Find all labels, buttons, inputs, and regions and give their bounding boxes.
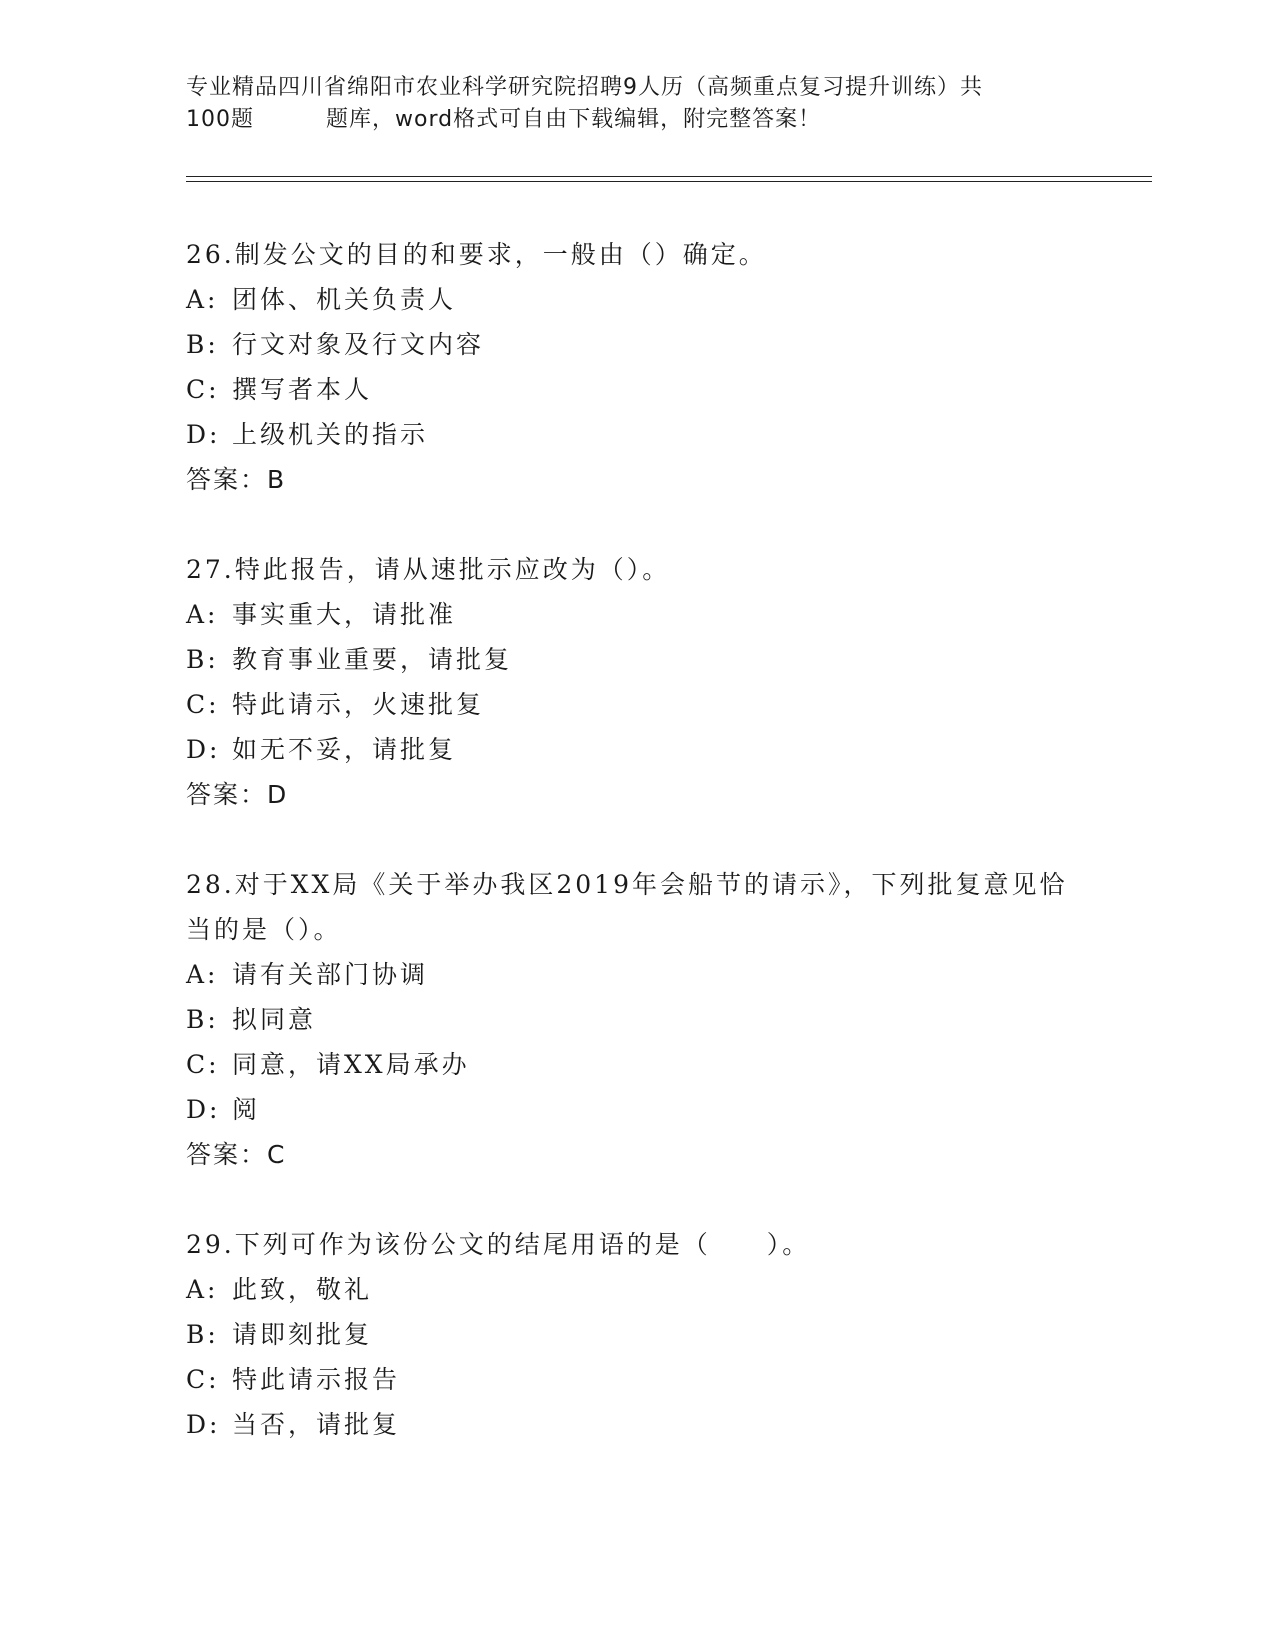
option-text: 同意，请XX局承办 — [232, 1050, 470, 1079]
header-divider-bottom — [186, 181, 1152, 182]
question-list — [186, 232, 1086, 1492]
answer-line: 答案：C — [186, 1140, 287, 1169]
answer-line: 答案：D — [186, 780, 289, 809]
question-stem: 29.下列可作为该份公文的结尾用语的是（ ）。 — [186, 1230, 811, 1259]
option-a — [186, 277, 1086, 322]
option-b — [186, 997, 1086, 1042]
header-title-line1: 专业精品四川省绵阳市农业科学研究院招聘9人历（高频重点复习提升训练）共 — [186, 75, 983, 100]
option-text: 上级机关的指示 — [232, 420, 429, 449]
option-text: 拟同意 — [232, 1005, 317, 1034]
option-letter: B: — [186, 1320, 219, 1349]
option-letter: B: — [186, 330, 219, 359]
option-letter: D: — [186, 1410, 221, 1439]
option-letter: C: — [186, 690, 220, 719]
question-stem: 28.对于XX局《关于举办我区2019年会船节的请示》，下列批复意见恰当的是（）。 — [186, 870, 1068, 944]
header-divider-top — [186, 176, 1152, 177]
question-stem: 27.特此报告，请从速批示应改为（）。 — [186, 555, 671, 584]
option-a — [186, 592, 1086, 637]
option-letter: C: — [186, 1050, 220, 1079]
option-letter: B: — [186, 1005, 219, 1034]
option-text: 如无不妥，请批复 — [232, 735, 457, 764]
option-text: 特此请示报告 — [232, 1365, 401, 1394]
header-question-count: 100题 — [186, 107, 254, 132]
question-26 — [186, 232, 1086, 502]
question-29 — [186, 1222, 1086, 1447]
question-stem: 26.制发公文的目的和要求，一般由（）确定。 — [186, 240, 767, 269]
option-d — [186, 1087, 1086, 1132]
option-a — [186, 1267, 1086, 1312]
option-letter: D: — [186, 1095, 221, 1124]
option-text: 撰写者本人 — [232, 375, 373, 404]
header-description: 题库，word格式可自由下载编辑，附完整答案！ — [326, 107, 822, 132]
option-letter: D: — [186, 735, 221, 764]
option-text: 请有关部门协调 — [232, 960, 429, 989]
option-b — [186, 637, 1086, 682]
option-text: 行文对象及行文内容 — [232, 330, 485, 359]
option-text: 阅 — [232, 1095, 261, 1124]
option-text: 团体、机关负责人 — [232, 285, 457, 314]
option-letter: A: — [186, 600, 219, 629]
answer-line: 答案：B — [186, 465, 287, 494]
option-b — [186, 322, 1086, 367]
option-letter: B: — [186, 645, 219, 674]
option-c — [186, 1357, 1086, 1402]
option-text: 教育事业重要，请批复 — [232, 645, 513, 674]
header-title-line2 — [186, 104, 1066, 136]
option-text: 事实重大，请批准 — [232, 600, 457, 629]
option-d — [186, 1402, 1086, 1447]
option-d — [186, 727, 1086, 772]
document-header — [186, 72, 1066, 136]
option-letter: D: — [186, 420, 221, 449]
option-c — [186, 367, 1086, 412]
option-letter: A: — [186, 960, 219, 989]
option-d — [186, 412, 1086, 457]
option-letter: A: — [186, 1275, 219, 1304]
option-letter: C: — [186, 1365, 220, 1394]
option-letter: C: — [186, 375, 220, 404]
option-c — [186, 1042, 1086, 1087]
option-b — [186, 1312, 1086, 1357]
question-28 — [186, 862, 1086, 1177]
option-a — [186, 952, 1086, 997]
question-27 — [186, 547, 1086, 817]
option-text: 此致，敬礼 — [232, 1275, 373, 1304]
option-c — [186, 682, 1086, 727]
option-text: 当否，请批复 — [232, 1410, 401, 1439]
option-letter: A: — [186, 285, 219, 314]
option-text: 特此请示，火速批复 — [232, 690, 485, 719]
option-text: 请即刻批复 — [232, 1320, 373, 1349]
